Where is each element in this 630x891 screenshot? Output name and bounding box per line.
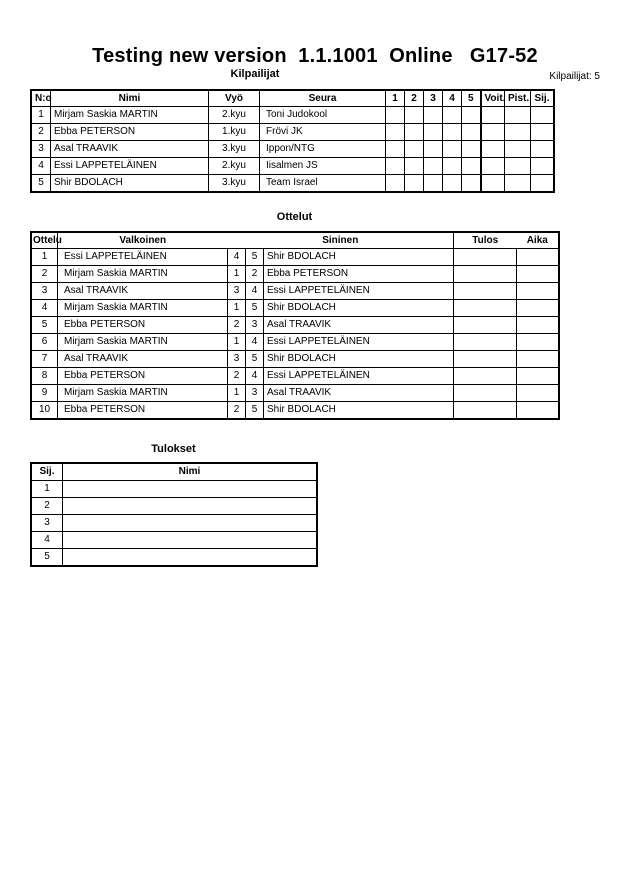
match-time-cell — [517, 266, 559, 283]
match-blue-number: 3 — [246, 317, 264, 334]
match-blue-name: Essi LAPPETELÄINEN — [264, 368, 454, 385]
match-blue-number: 2 — [246, 266, 264, 283]
competitor-round-2-cell — [405, 124, 424, 141]
header-blue: Sininen — [228, 233, 454, 249]
match-white-number: 1 — [228, 385, 246, 402]
competitor-round-5-cell — [462, 158, 481, 175]
match-result-cell — [454, 368, 517, 385]
competitor-points-cell — [505, 158, 531, 175]
header-time: Aika — [517, 233, 559, 249]
competitor-round-1-cell — [386, 158, 405, 175]
competitor-round-2-cell — [405, 175, 424, 192]
match-number: 8 — [32, 368, 58, 385]
competitor-number: 4 — [32, 158, 51, 175]
match-time-cell — [517, 351, 559, 368]
match-white-name: Ebba PETERSON — [58, 402, 228, 419]
result-row — [32, 532, 317, 549]
competitor-round-3-cell — [424, 124, 443, 141]
match-white-number: 3 — [228, 351, 246, 368]
header-match: Ottelu — [32, 233, 58, 249]
match-row — [32, 249, 559, 266]
match-number: 3 — [32, 283, 58, 300]
competitor-club: Frövi JK — [260, 124, 386, 141]
competitor-round-1-cell — [386, 141, 405, 158]
match-blue-number: 4 — [246, 283, 264, 300]
competitor-wins-cell — [481, 107, 505, 124]
competitors-heading: Kilpailijat — [230, 68, 280, 80]
competitor-club: Toni Judokool — [260, 107, 386, 124]
match-white-number: 1 — [228, 266, 246, 283]
competitor-count: Kilpailijat: 5 — [549, 71, 600, 82]
header-place: Sij. — [531, 91, 554, 107]
match-blue-name: Asal TRAAVIK — [264, 385, 454, 402]
result-name-cell — [63, 498, 317, 515]
result-row — [32, 481, 317, 498]
result-name-cell — [63, 481, 317, 498]
competitor-club: Team Israel — [260, 175, 386, 192]
competitor-round-5-cell — [462, 124, 481, 141]
competitor-number: 5 — [32, 175, 51, 192]
competitor-round-3-cell — [424, 175, 443, 192]
match-row — [32, 317, 559, 334]
match-blue-name: Asal TRAAVIK — [264, 317, 454, 334]
result-name-cell — [63, 549, 317, 566]
competitor-round-4-cell — [443, 175, 462, 192]
match-blue-number: 4 — [246, 334, 264, 351]
match-white-name: Mirjam Saskia MARTIN — [58, 300, 228, 317]
match-number: 7 — [32, 351, 58, 368]
competitor-points-cell — [505, 124, 531, 141]
competitors-table — [31, 90, 554, 192]
competitor-place-cell — [531, 107, 554, 124]
match-result-cell — [454, 334, 517, 351]
match-blue-name: Shir BDOLACH — [264, 402, 454, 419]
competitor-number: 1 — [32, 107, 51, 124]
match-row — [32, 402, 559, 419]
matches-table — [31, 232, 559, 419]
match-time-cell — [517, 334, 559, 351]
match-result-cell — [454, 402, 517, 419]
header-belt: Vyö — [209, 91, 260, 107]
match-white-name: Mirjam Saskia MARTIN — [58, 334, 228, 351]
competitor-round-2-cell — [405, 141, 424, 158]
competitor-points-cell — [505, 141, 531, 158]
match-result-cell — [454, 385, 517, 402]
header-no: N:o — [32, 91, 51, 107]
result-place: 1 — [32, 481, 63, 498]
match-white-name: Ebba PETERSON — [58, 368, 228, 385]
competitor-wins-cell — [481, 175, 505, 192]
match-number: 4 — [32, 300, 58, 317]
competitors-header-row — [32, 91, 554, 107]
competitor-wins-cell — [481, 158, 505, 175]
competitor-name: Shir BDOLACH — [51, 175, 209, 192]
competitor-club: Ippon/NTG — [260, 141, 386, 158]
match-row — [32, 334, 559, 351]
competitor-place-cell — [531, 124, 554, 141]
match-number: 9 — [32, 385, 58, 402]
results-header-row — [32, 464, 317, 481]
competitor-round-1-cell — [386, 107, 405, 124]
competitor-round-1-cell — [386, 175, 405, 192]
competitor-row — [32, 175, 554, 192]
competitor-round-4-cell — [443, 124, 462, 141]
match-white-name: Essi LAPPETELÄINEN — [58, 249, 228, 266]
match-time-cell — [517, 368, 559, 385]
header-points: Pist. — [505, 91, 531, 107]
match-number: 2 — [32, 266, 58, 283]
match-time-cell — [517, 317, 559, 334]
competitor-round-4-cell — [443, 107, 462, 124]
matches-heading: Ottelut — [276, 211, 313, 223]
competitor-points-cell — [505, 175, 531, 192]
header-wins: Voit. — [481, 91, 505, 107]
competitor-name: Asal TRAAVIK — [51, 141, 209, 158]
competitor-place-cell — [531, 141, 554, 158]
competitor-name: Ebba PETERSON — [51, 124, 209, 141]
competitor-round-2-cell — [405, 158, 424, 175]
match-result-cell — [454, 249, 517, 266]
result-place: 2 — [32, 498, 63, 515]
match-blue-name: Shir BDOLACH — [264, 249, 454, 266]
match-white-number: 4 — [228, 249, 246, 266]
competitor-wins-cell — [481, 141, 505, 158]
match-row — [32, 283, 559, 300]
competitor-belt: 2.kyu — [209, 158, 260, 175]
match-time-cell — [517, 283, 559, 300]
match-time-cell — [517, 402, 559, 419]
match-number: 6 — [32, 334, 58, 351]
match-row — [32, 266, 559, 283]
match-blue-number: 5 — [246, 351, 264, 368]
header-round-1: 1 — [386, 91, 405, 107]
competitor-belt: 3.kyu — [209, 141, 260, 158]
match-white-number: 1 — [228, 300, 246, 317]
header-club: Seura — [260, 91, 386, 107]
result-row — [32, 498, 317, 515]
match-white-number: 3 — [228, 283, 246, 300]
competitor-name: Mirjam Saskia MARTIN — [51, 107, 209, 124]
match-blue-name: Ebba PETERSON — [264, 266, 454, 283]
competitor-belt: 1.kyu — [209, 124, 260, 141]
header-round-3: 3 — [424, 91, 443, 107]
match-row — [32, 300, 559, 317]
result-row — [32, 515, 317, 532]
page-title: Testing new version 1.1.1001 Online G17-52 — [92, 45, 538, 67]
match-number: 1 — [32, 249, 58, 266]
result-place: 3 — [32, 515, 63, 532]
match-blue-number: 5 — [246, 249, 264, 266]
match-result-cell — [454, 266, 517, 283]
header-result-place: Sij. — [32, 464, 63, 481]
results-table — [31, 463, 317, 566]
competitor-round-5-cell — [462, 175, 481, 192]
match-number: 10 — [32, 402, 58, 419]
match-white-name: Asal TRAAVIK — [58, 351, 228, 368]
result-name-cell — [63, 532, 317, 549]
header-result-name: Nimi — [63, 464, 317, 481]
competitor-round-1-cell — [386, 124, 405, 141]
match-row — [32, 351, 559, 368]
competitor-row — [32, 141, 554, 158]
match-white-number: 2 — [228, 402, 246, 419]
result-row — [32, 549, 317, 566]
match-blue-name: Essi LAPPETELÄINEN — [264, 283, 454, 300]
competitor-round-3-cell — [424, 158, 443, 175]
competitor-round-2-cell — [405, 107, 424, 124]
result-place: 5 — [32, 549, 63, 566]
competitor-place-cell — [531, 175, 554, 192]
match-white-name: Asal TRAAVIK — [58, 283, 228, 300]
competitor-points-cell — [505, 107, 531, 124]
competitor-round-5-cell — [462, 107, 481, 124]
competitor-belt: 3.kyu — [209, 175, 260, 192]
match-white-number: 1 — [228, 334, 246, 351]
header-round-4: 4 — [443, 91, 462, 107]
match-blue-number: 4 — [246, 368, 264, 385]
competitor-round-4-cell — [443, 158, 462, 175]
competitor-round-5-cell — [462, 141, 481, 158]
result-name-cell — [63, 515, 317, 532]
competitor-round-3-cell — [424, 107, 443, 124]
match-result-cell — [454, 351, 517, 368]
match-time-cell — [517, 300, 559, 317]
header-white: Valkoinen — [58, 233, 228, 249]
header-result: Tulos — [454, 233, 517, 249]
header-name: Nimi — [51, 91, 209, 107]
competitor-number: 2 — [32, 124, 51, 141]
match-blue-number: 5 — [246, 402, 264, 419]
match-result-cell — [454, 283, 517, 300]
competitor-number: 3 — [32, 141, 51, 158]
match-blue-number: 3 — [246, 385, 264, 402]
competitor-row — [32, 107, 554, 124]
match-white-name: Mirjam Saskia MARTIN — [58, 266, 228, 283]
competitor-wins-cell — [481, 124, 505, 141]
match-time-cell — [517, 249, 559, 266]
competitor-belt: 2.kyu — [209, 107, 260, 124]
match-time-cell — [517, 385, 559, 402]
match-white-number: 2 — [228, 368, 246, 385]
competitor-place-cell — [531, 158, 554, 175]
competitor-round-3-cell — [424, 141, 443, 158]
competitor-row — [32, 158, 554, 175]
competitor-row — [32, 124, 554, 141]
competitor-club: Iisalmen JS — [260, 158, 386, 175]
matches-header-row — [32, 233, 559, 249]
header-round-5: 5 — [462, 91, 481, 107]
match-result-cell — [454, 300, 517, 317]
match-row — [32, 368, 559, 385]
competitor-round-4-cell — [443, 141, 462, 158]
match-white-name: Mirjam Saskia MARTIN — [58, 385, 228, 402]
match-number: 5 — [32, 317, 58, 334]
match-blue-number: 5 — [246, 300, 264, 317]
match-row — [32, 385, 559, 402]
match-blue-name: Shir BDOLACH — [264, 351, 454, 368]
header-round-2: 2 — [405, 91, 424, 107]
competitor-name: Essi LAPPETELÄINEN — [51, 158, 209, 175]
match-blue-name: Shir BDOLACH — [264, 300, 454, 317]
match-white-name: Ebba PETERSON — [58, 317, 228, 334]
match-white-number: 2 — [228, 317, 246, 334]
match-blue-name: Essi LAPPETELÄINEN — [264, 334, 454, 351]
result-place: 4 — [32, 532, 63, 549]
results-heading: Tulokset — [151, 443, 196, 455]
match-result-cell — [454, 317, 517, 334]
